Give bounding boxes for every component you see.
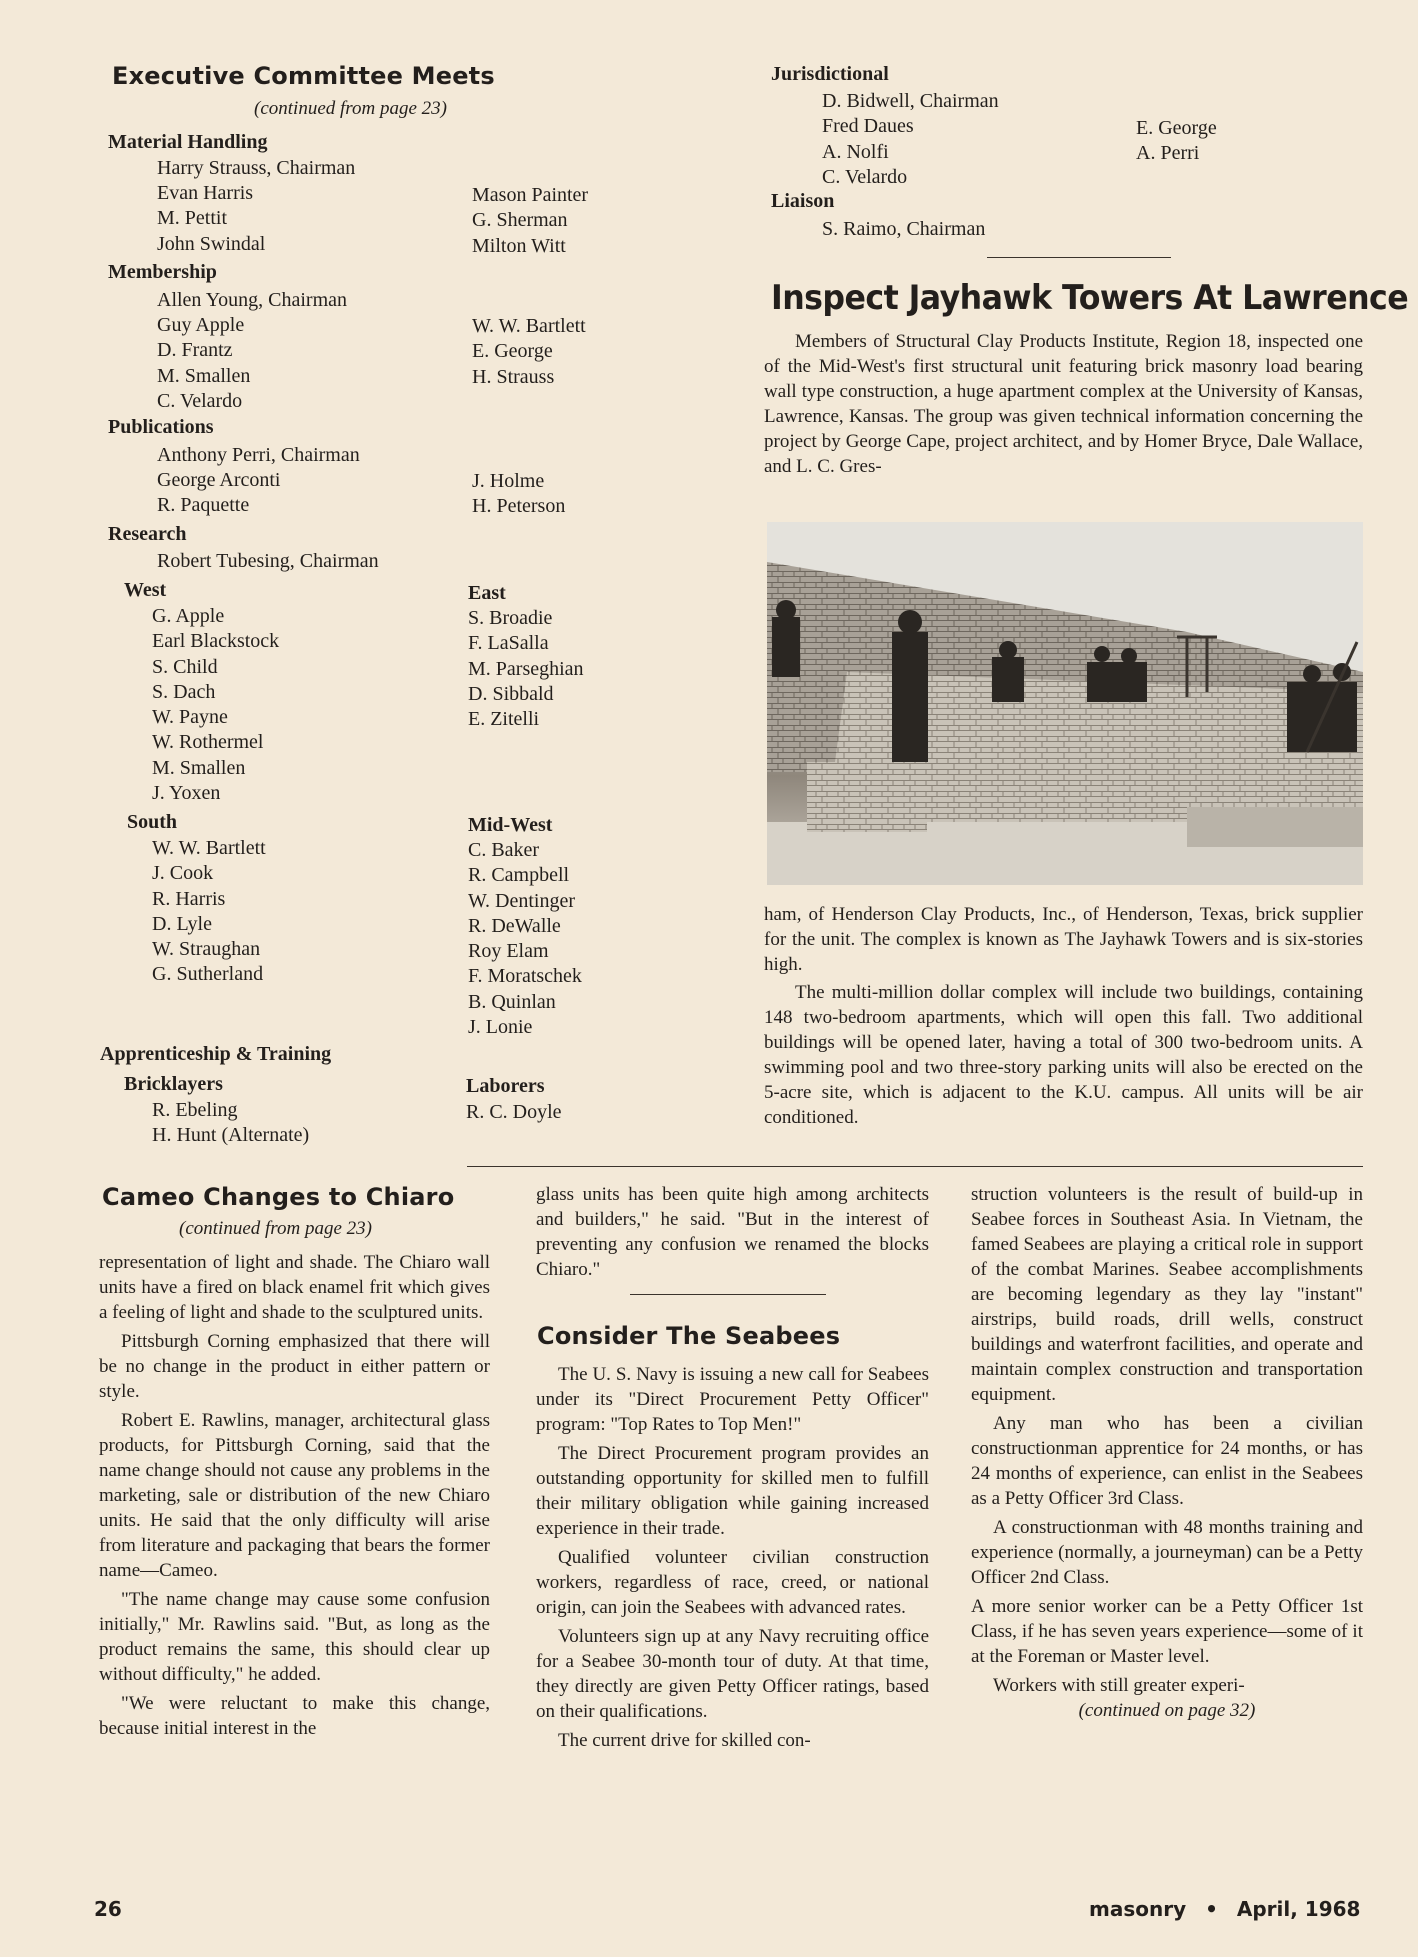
seabees-paragraph-2: The Direct Procurement program provides an outstanding opportunity for skilled men to fulfill their military obligation while gaining increased experience in their trade. — [536, 1443, 929, 1539]
cameo-paragraph-2: Pittsburgh Corning emphasized that there will be no change in the product in either pattern or style. — [99, 1331, 490, 1402]
seabees-column-1 — [536, 1362, 929, 1753]
research-chair: Robert Tubesing, Chairman — [157, 550, 379, 572]
list-item: H. Strauss — [472, 365, 555, 388]
list-item: R. Campbell — [468, 864, 570, 887]
issue-date: April, 1968 — [1236, 1897, 1361, 1921]
laborers-label: Laborers — [466, 1075, 545, 1097]
list-item: E. George — [472, 340, 553, 363]
middle-column — [536, 1182, 929, 1282]
membership-col2 — [472, 314, 586, 390]
list-item: J. Lonie — [468, 1016, 533, 1039]
publications-chair: Anthony Perri, Chairman — [157, 444, 360, 466]
list-item: G. Apple — [152, 605, 225, 627]
list-item: Milton Witt — [472, 234, 566, 257]
membership-heading: Membership — [108, 261, 217, 283]
jayhawk-paragraph-2: ham, of Henderson Clay Products, Inc., of Henderson, Texas, brick supplier for the unit. The complex is known as The Jayhawk Towers and is six-stories high. — [764, 904, 1363, 975]
seabees-continued: (continued on page 32) — [1078, 1700, 1256, 1721]
list-item: D. Lyle — [152, 912, 212, 935]
publications-heading: Publications — [108, 416, 214, 438]
list-item: W. Straughan — [152, 938, 261, 961]
construction-photo-image — [767, 522, 1363, 885]
seabees-paragraph-9: A more senior worker can be a Petty Officer 1st Class, if he has seven years experience—some of it at the Foreman or Master level. — [971, 1596, 1363, 1667]
material-handling-col2 — [472, 183, 588, 259]
membership-col1 — [157, 313, 250, 414]
list-item: F. Moratschek — [468, 965, 582, 988]
bricklayers-label: Bricklayers — [124, 1073, 223, 1095]
list-item: C. Velardo — [157, 389, 243, 412]
research-west-list — [152, 604, 279, 806]
liaison-chair: S. Raimo, Chairman — [822, 218, 986, 240]
jayhawk-paragraph-1: Members of Structural Clay Products Institute, Region 18, inspected one of the Mid-West's first structural unit featuring brick masonry load bearing wall type construction, a huge apartment complex at the University of Kansas, Lawrence, Kansas. The group was given technical information concerning the project by George Cape, project architect, and by Homer Bryce, Dale Wallace, and L. C. Gres- — [764, 331, 1363, 477]
research-south-list — [152, 836, 266, 988]
jayhawk-headline: Inspect Jayhawk Towers At Lawrence — [771, 278, 1409, 318]
cameo-paragraph-3: Robert E. Rawlins, manager, architectural glass products, for Pittsburgh Corning, said that the name change should not cause any problems in the marketing, sale or distribution of the new Chiaro units. He said that the only difficulty will arise from literature and packaging that bears the former name—Cameo. — [99, 1410, 490, 1581]
material-handling-col1 — [157, 181, 265, 257]
list-item: S. Dach — [152, 680, 216, 703]
footer-masthead — [1089, 1897, 1360, 1921]
divider-rule — [987, 257, 1171, 258]
list-item: Fred Daues — [822, 115, 914, 138]
apprenticeship-heading: Apprenticeship & Training — [100, 1043, 332, 1065]
jurisdictional-col2 — [1136, 116, 1217, 167]
research-east-list — [468, 606, 584, 732]
list-item: J. Yoxen — [152, 782, 221, 805]
jurisdictional-heading: Jurisdictional — [771, 63, 889, 85]
liaison-heading: Liaison — [771, 190, 835, 212]
seabees-paragraph-1: The U. S. Navy is issuing a new call for Seabees under its "Direct Procurement Petty Officer" program: "Top Rates to Top Men!" — [536, 1364, 929, 1435]
list-item: George Arconti — [157, 469, 281, 491]
material-handling-heading: Material Handling — [108, 131, 268, 153]
list-item: W. Rothermel — [152, 731, 264, 754]
list-item: G. Sutherland — [152, 963, 264, 986]
list-item: H. Hunt (Alternate) — [152, 1124, 310, 1147]
seabees-paragraph-8: A constructionman with 48 months training and experience (normally, a journeyman) can be a Petty Officer 2nd Class. — [971, 1517, 1363, 1588]
list-item: W. W. Bartlett — [472, 315, 586, 337]
list-item: S. Child — [152, 655, 218, 678]
cameo-continued: (continued from page 23) — [179, 1218, 372, 1239]
cameo-title: Cameo Changes to Chiaro — [102, 1183, 455, 1211]
list-item: John Swindal — [157, 232, 266, 255]
seabees-paragraph-6: struction volunteers is the result of build-up in Seabee forces in Southeast Asia. In Vietnam, the famed Seabees are playing a critical role in support of the combat Marines. Seabee accomplishments are becoming legendary as they lay "instant" airstrips, build roads, drill wells, construct buildings and waterfront facilities, and operate and maintain complex construction and transportation equipment. — [971, 1184, 1363, 1405]
divider-rule-2 — [630, 1294, 826, 1295]
seabees-paragraph-5: The current drive for skilled con- — [558, 1730, 811, 1751]
list-item: C. Velardo — [822, 165, 908, 188]
list-item: D. Frantz — [157, 339, 233, 362]
section-divider — [467, 1166, 1363, 1167]
list-item: M. Pettit — [157, 207, 228, 230]
list-item: R. Paquette — [157, 494, 250, 517]
publications-col2 — [472, 469, 565, 520]
research-heading: Research — [108, 523, 187, 545]
list-item: G. Sherman — [472, 209, 568, 232]
list-item: W. Dentinger — [468, 889, 576, 912]
list-item: M. Smallen — [152, 756, 246, 779]
magazine-name: masonry — [1089, 1897, 1187, 1921]
list-item: F. LaSalla — [468, 632, 549, 655]
footer-bullet: • — [1205, 1897, 1218, 1921]
jayhawk-paragraph-3: The multi-million dollar complex will include two buildings, containing 148 two-bedroom apartments, which will open this fall. Two additional buildings will be opened later, having a total of 300 two-bedroom units. A swimming pool and two three-story parking units will also be erected on the 5-acre site, which is adjacent to the K.U. campus. All units will be air conditioned. — [764, 982, 1363, 1128]
cameo-paragraph-1: representation of light and shade. The Chiaro wall units have a fired on black enamel frit which gives a feeling of light and shade to the sculptured units. — [99, 1252, 490, 1323]
cameo-paragraph-5: "We were reluctant to make this change, because initial interest in the — [99, 1693, 490, 1739]
list-item: J. Holme — [472, 470, 545, 492]
list-item: Earl Blackstock — [152, 630, 280, 653]
list-item: D. Sibbald — [468, 682, 554, 705]
list-item: D. Bidwell, Chairman — [822, 90, 999, 112]
list-item: R. Harris — [152, 887, 226, 910]
list-item: R. Ebeling — [152, 1099, 238, 1121]
list-item: J. Cook — [152, 862, 214, 885]
exec-title: Executive Committee Meets — [112, 62, 495, 90]
laborers-list — [466, 1100, 562, 1125]
list-item: M. Parseghian — [468, 657, 584, 680]
list-item: A. Nolfi — [822, 140, 889, 163]
list-item: C. Baker — [468, 839, 540, 861]
bricklayers-list — [152, 1098, 309, 1149]
research-midwest-label: Mid-West — [468, 814, 553, 836]
list-item: R. DeWalle — [468, 914, 561, 937]
list-item: A. Perri — [1136, 142, 1200, 165]
seabees-paragraph-3: Qualified volunteer civilian construction workers, regardless of race, creed, or national origin, can join the Seabees with advanced rates. — [536, 1547, 929, 1618]
seabees-column-2 — [971, 1182, 1363, 1722]
page-number: 26 — [94, 1897, 122, 1921]
list-item: Evan Harris — [157, 182, 254, 204]
material-handling-chair: Harry Strauss, Chairman — [157, 157, 356, 179]
membership-chair: Allen Young, Chairman — [157, 289, 347, 311]
research-west-label: West — [124, 579, 167, 601]
list-item: Guy Apple — [157, 314, 245, 336]
list-item: Roy Elam — [468, 940, 549, 963]
research-south-label: South — [127, 811, 178, 833]
seabees-title: Consider The Seabees — [537, 1322, 841, 1350]
list-item: E. George — [1136, 117, 1217, 139]
research-midwest-list — [468, 838, 582, 1040]
list-item: W. W. Bartlett — [152, 837, 266, 859]
seabees-paragraph-4: Volunteers sign up at any Navy recruiting office for a Seabee 30-month tour of duty. At that time, they directly are given Petty Officer ratings, based on their qualifications. — [536, 1626, 929, 1722]
jurisdictional-col1 — [822, 89, 999, 190]
cameo-column-1 — [99, 1250, 490, 1741]
list-item: W. Payne — [152, 706, 228, 729]
exec-continued: (continued from page 23) — [254, 98, 447, 119]
list-item: B. Quinlan — [468, 990, 556, 1013]
construction-photo — [767, 522, 1363, 885]
cameo-paragraph-4: "The name change may cause some confusion initially," Mr. Rawlins said. "But, as long as the product remains the same, this should clear up without difficulty," he added. — [99, 1589, 490, 1685]
list-item: E. Zitelli — [468, 708, 540, 731]
list-item: R. C. Doyle — [466, 1101, 562, 1123]
seabees-paragraph-10: Workers with still greater experi- — [993, 1675, 1245, 1696]
research-east-label: East — [468, 582, 506, 604]
list-item: Mason Painter — [472, 184, 589, 206]
list-item: S. Broadie — [468, 607, 553, 629]
list-item: M. Smallen — [157, 364, 251, 387]
cameo-paragraph-6: glass units has been quite high among architects and builders," he said. "But in the interest of preventing any confusion we renamed the blocks Chiaro." — [536, 1184, 929, 1280]
publications-col1 — [157, 468, 281, 519]
seabees-paragraph-7: Any man who has been a civilian constructionman apprentice for 24 months, or has 24 months of experience, can enlist in the Seabees as a Petty Officer 3rd Class. — [971, 1413, 1363, 1509]
list-item: H. Peterson — [472, 495, 566, 518]
